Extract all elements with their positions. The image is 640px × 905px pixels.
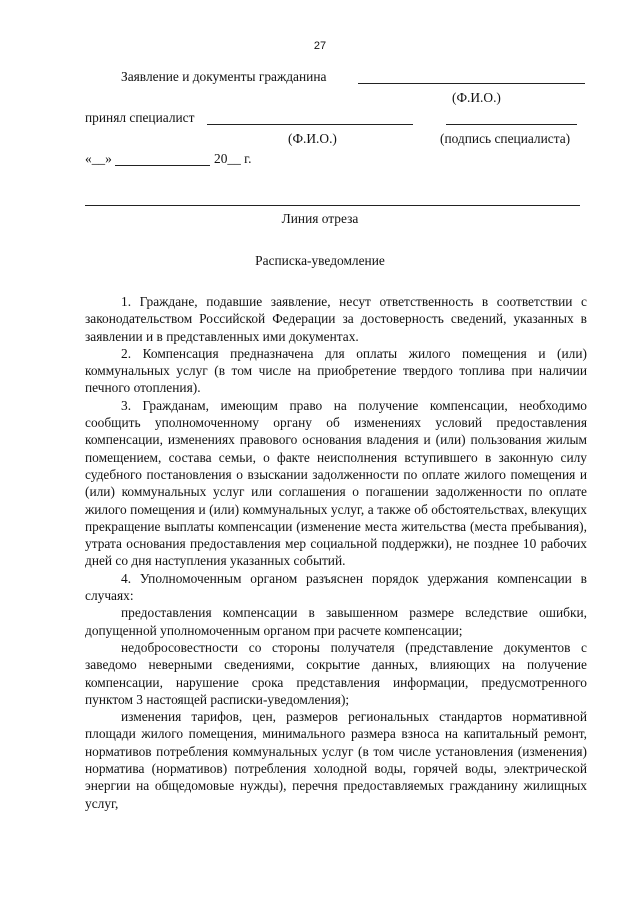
paragraph-3: 3. Гражданам, имеющим право на получение компенсации, необходимо сообщить уполномоченному органу об изменениях условий предоставления компенсации, изменениях правового основания владения и (или) пользования жилым помещением, состава семьи, о факте неисполнения вступившего в законную силу судебного постановления о взыскании задолженности по оплате жилого помещения и (или) коммунальных услуг или соглашения о погашении задолженности по оплате жилого помещения и (или) коммунальных услуг, а также об обстоятельствах, влекущих прекращение выплаты компенсации (изменение места жительства (места пребывания), утрата основания предоставления мер социальной поддержки), не позднее 10 рабочих дней со дня наступления указанных событий.: [85, 397, 587, 569]
signature-caption: (подпись специалиста): [440, 131, 571, 146]
applicant-label: Заявление и документы гражданина: [121, 69, 327, 84]
paragraph-2: 2. Компенсация предназначена для оплаты жилого помещения и (или) коммунальных услуг (в том числе на приобретение твердого топлива при наличии печного отопления).: [85, 345, 587, 396]
fio-caption-specialist: (Ф.И.О.): [288, 131, 337, 146]
paragraph-4-case-1: предоставления компенсации в завышенном размере вследствие ошибки, допущенной уполномоченным органом при расчете компенсации;: [85, 605, 587, 638]
date-month-line: [115, 165, 210, 166]
fio-caption-applicant: (Ф.И.О.): [452, 90, 501, 105]
specialist-signature-line: [446, 124, 577, 125]
paragraph-4-case-3: изменения тарифов, цен, размеров региональных стандартов нормативной площади жилого помещения, минимального размера взноса на капитальный ремонт, нормативов потребления коммунальных услуг (в том числе установления (изменения) норматива (нормативов) потребления холодной воды, горячей воды, электрической энергии на общедомовые нужды), перечня предоставляемых гражданину жилищных услуг,: [85, 709, 587, 811]
date-day: «__»: [85, 151, 112, 166]
date-year: 20__ г.: [214, 151, 252, 166]
cut-line-rule: [85, 205, 580, 206]
cut-line-label: Линия отреза: [281, 211, 359, 226]
paragraph-4-case-2: недобросовестности со стороны получателя (представление документов с заведомо неверными сведениями, сокрытие данных, влияющих на получение компенсации, нарушение срока представления информации, предусмотренного пунктом 3 настоящей расписки-уведомления);: [85, 639, 587, 707]
paragraph-4: 4. Уполномоченным органом разъяснен порядок удержания компенсации в случаях:: [85, 570, 587, 604]
page-number: 27: [313, 40, 327, 52]
paragraph-1: 1. Граждане, подавшие заявление, несут ответственность в соответствии с законодательством Российской Федерации за достоверность сведений, указанных в заявлении и в представленных ими документах.: [85, 294, 587, 344]
specialist-label: принял специалист: [85, 110, 195, 125]
specialist-name-line: [207, 124, 413, 125]
applicant-name-line: [358, 83, 585, 84]
document-title: Расписка-уведомление: [255, 253, 385, 268]
notice-body: [85, 293, 587, 812]
